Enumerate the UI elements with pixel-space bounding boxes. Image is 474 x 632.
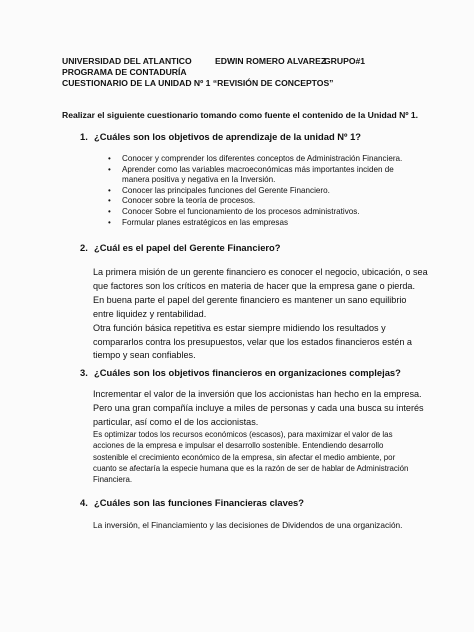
list-item: • Conocer sobre la teoría de procesos. bbox=[108, 196, 256, 206]
answer-3: Incrementar el valor de la inversión que los accionistas han hecho en la empresa. Pero una gran compañía incluye a miles de personas y cada una busca su interés particular, así como el de los accionistas. bbox=[93, 389, 424, 427]
bullet-icon: • bbox=[108, 154, 111, 163]
question-text: ¿Cuál es el papel del Gerente Financiero? bbox=[94, 242, 281, 253]
list-item: • Aprender como las variables macroeconómicas más importantes inciden de manera positiva y negativa en la Inversión. bbox=[108, 164, 394, 185]
objectives-list bbox=[108, 154, 422, 228]
bullet-icon: • bbox=[108, 164, 111, 174]
header-university: UNIVERSIDAD DEL ATLANTICO bbox=[62, 56, 192, 66]
header-author: EDWIN ROMERO ALVAREZ bbox=[215, 56, 327, 66]
question-text: ¿Cuáles son las funciones Financieras claves? bbox=[94, 497, 304, 508]
bullet-icon: • bbox=[108, 196, 111, 206]
list-item: • Conocer y comprender los diferentes conceptos de Administración Financiera. bbox=[108, 154, 403, 163]
header-program: PROGRAMA DE CONTADURÍA bbox=[62, 67, 187, 77]
question-number: 2. bbox=[80, 242, 88, 253]
bullet-icon: • bbox=[108, 185, 111, 195]
list-item: • Conocer las principales funciones del Gerente Financiero. bbox=[108, 185, 330, 195]
question-text: ¿Cuáles son los objetivos financieros en organizaciones complejas? bbox=[94, 367, 401, 378]
intro-text: Realizar el siguiente cuestionario tomando como fuente el contenido de la Unidad Nº 1. bbox=[62, 110, 419, 120]
question-number: 4. bbox=[80, 497, 88, 508]
header-group: GRUPO#1 bbox=[324, 56, 366, 66]
question-1 bbox=[80, 131, 361, 142]
question-number: 3. bbox=[80, 367, 88, 378]
question-text: ¿Cuáles son los objetivos de aprendizaje de la unidad Nº 1? bbox=[94, 131, 362, 142]
answer-4: La inversión, el Financiamiento y las decisiones de Dividendos de una organización. bbox=[93, 520, 403, 530]
list-item: • Formular planes estratégicos en las empresas bbox=[108, 217, 288, 227]
header-title: CUESTIONARIO DE LA UNIDAD Nº 1 “REVISIÓN DE CONCEPTOS” bbox=[62, 78, 334, 88]
bullet-icon: • bbox=[108, 217, 111, 227]
answer-2: La primera misión de un gerente financiero es conocer el negocio, ubicación, o sea que factores son los críticos en materia de hacer que la empresa gane o pierda. En buena parte el papel del gerente financiero es mantener un sano equilibrio entre liquidez y rentabilidad. Otra función básica repetitiva es estar siempre midiendo los resultados y compararlos contra los presupuestos, velar que los estados financieros estén a tiempo y sean confiables. bbox=[93, 267, 428, 361]
question-3 bbox=[80, 367, 401, 378]
list-item: • Conocer Sobre el funcionamiento de los procesos administrativos. bbox=[108, 206, 360, 216]
question-number: 1. bbox=[80, 131, 88, 142]
answer-3-detail: Es optimizar todos los recursos económicos (escasos), para maximizar el valor de las acciones de la empresa e impulsar el desarrollo sostenible. Entendiendo desarrollo sostenible el crecimiento económico de la empresa, sin afectar el medio ambiente, por cuanto se afectaría la especie humana que es la razón de ser de hablar de Administración Financiera. bbox=[93, 430, 409, 485]
question-2 bbox=[80, 242, 281, 253]
question-4 bbox=[80, 497, 304, 508]
bullet-icon: • bbox=[108, 206, 111, 216]
